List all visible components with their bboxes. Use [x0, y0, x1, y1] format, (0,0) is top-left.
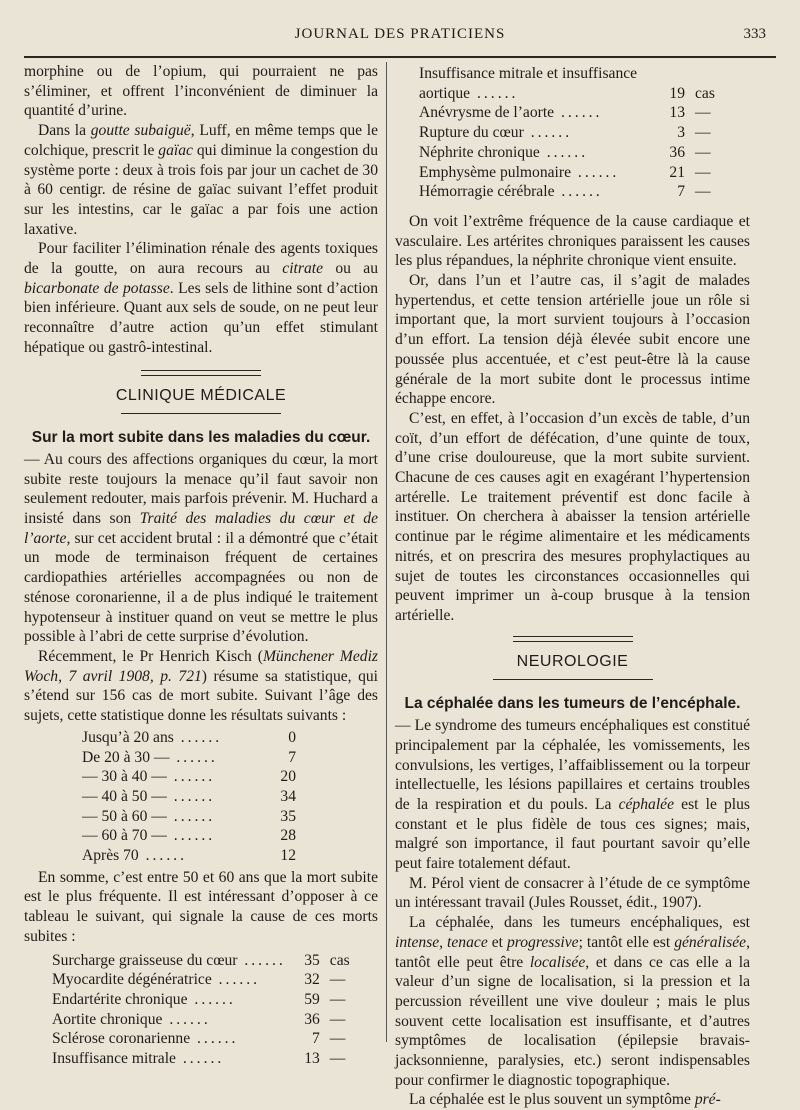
row-value: 36: [304, 1010, 320, 1028]
row-value: [651, 64, 685, 84]
row-label: [52, 1010, 286, 1030]
leader-dots: ......: [187, 990, 236, 1008]
leader-dots: ......: [169, 748, 218, 766]
column-divider: [386, 62, 387, 1042]
row-label: [419, 123, 651, 143]
page-header: [24, 26, 776, 52]
paragraph: Récemment, le Pr Henrich Kisch (Münchener Mediz Woch, 7 avril 1908, p. 721) résume sa statistique, qui s’étend sur 156 cas de mort subite. Suivant l’âge des sujets, cette statistique donne les résultats suivants :: [24, 647, 378, 725]
table-row: [52, 970, 350, 990]
table-row: [419, 163, 715, 183]
paragraph: — Le syndrome des tumeurs encéphaliques est constitué principalement par la céphalée, les vomissements, les convulsions, les vertiges, l’affaiblissement ou la torpeur intellectuelle, les lésions papillaires et certains troubles de la respiration et du pouls. La céphalée est le plus constant et le plus fidèle de tous ces signes; mais, malgré son importance, il faut pourtant savoir qu’elle peut faire totalement défaut.: [395, 717, 750, 873]
row-label: [82, 807, 262, 827]
section-underline: [493, 679, 653, 680]
row-unit: —: [329, 990, 346, 1008]
row-value: 12: [280, 847, 296, 865]
table-row: [52, 1029, 350, 1049]
paragraph: La céphalée, dans les tumeurs encéphaliques, est intense, tenace et progressive; tantôt elle est généralisée, tantôt elle peut être localisée, et dans ce cas elle a la valeur d’un signe de localisation, si la pression et la percussion réveillent une vive douleur ; mais le plus souvent cette localisation est insuffisante, et d’autres symptômes de localisation (épilepsie bravais-jacksonnienne, paralysies, etc.) seront indispensables pour confirmer le diagnostic topographique.: [395, 914, 750, 1089]
paragraph: En somme, c’est entre 50 et 60 ans que la mort subite est le plus fréquente. Il est intéressant d’opposer à ce tableau le suivant, qui signale la cause de ces morts subites :: [24, 868, 378, 945]
row-label-text: Sclérose coronarienne: [52, 1030, 191, 1048]
article-title: Sur la mort subite dans les maladies du cœur.: [31, 429, 371, 447]
section-divider: [141, 370, 261, 376]
paragraph: On voit l’extrême fréquence de la cause cardiaque et vasculaire. Les artérites chroniques paraissent les causes les plus répandues, la néphrite chronique vient ensuite.: [395, 212, 750, 270]
row-label: [82, 787, 262, 807]
row-unit: —: [695, 104, 711, 122]
journal-title: JOURNAL DES PRATICIENS: [294, 26, 506, 42]
table-row: [52, 990, 350, 1010]
row-value: 7: [677, 183, 685, 201]
row-label-text: Rupture du cœur: [419, 124, 524, 142]
table-row: [52, 1049, 350, 1069]
leader-dots: ......: [166, 768, 216, 786]
leader-dots: ......: [173, 728, 223, 746]
row-label-text: Insuffisance mitrale et insuffisance: [419, 65, 638, 82]
row-label-text: — 50 à 60 —: [82, 807, 167, 825]
row-unit: —: [695, 143, 711, 161]
row-label: [419, 64, 651, 84]
row-label: [82, 846, 262, 866]
table-row: [419, 84, 715, 104]
row-label: [52, 951, 286, 971]
row-label: [82, 748, 262, 768]
cause-table-continued: [419, 64, 715, 202]
page-number: 333: [743, 26, 766, 42]
row-label-text: — 60 à 70 —: [82, 827, 167, 845]
row-label-text: — 30 à 40 —: [82, 768, 167, 786]
row-label: [52, 1029, 286, 1049]
row-value: 20: [280, 768, 296, 786]
row-label: [52, 1049, 286, 1069]
table-row: [419, 123, 715, 143]
row-label-text: Jusqu’à 20 ans: [82, 728, 174, 746]
leader-dots: ......: [211, 971, 261, 989]
leader-dots: ......: [162, 1010, 211, 1028]
table-row: [52, 1010, 350, 1030]
leader-dots: ......: [166, 787, 216, 805]
row-label: [52, 970, 286, 990]
table-row: [82, 807, 296, 827]
row-label: [419, 163, 651, 183]
row-label-text: Emphysème pulmonaire: [419, 163, 572, 181]
leader-dots: ......: [554, 104, 603, 122]
leader-dots: ......: [539, 143, 589, 161]
table-row: [419, 103, 715, 123]
row-unit: —: [329, 971, 346, 989]
right-column: [395, 62, 750, 1110]
row-unit: —: [695, 163, 711, 181]
age-table: [82, 728, 296, 866]
paragraph: — Au cours des affections organiques du cœur, la mort subite reste toujours la menace qu’il faut savoir non seulement redouter, mais parfois prévenir. M. Huchard a insisté dans son Traité des maladies du cœur et de l’aorte, sur cet accident brutal : il a démontré que c’était un mode de terminaison fréquent de certaines cardiopathies artérielles accompagnées ou non de sténose coronarienne, il a de plus indiqué le traitement hypotenseur à instituer quand on veut se mettre le plus possible à l’abri de cette surprise d’évolution.: [24, 450, 378, 646]
leader-dots: ......: [166, 807, 216, 825]
section-underline: [121, 413, 281, 414]
row-value: 28: [280, 827, 296, 845]
cause-table: [52, 951, 350, 1069]
row-label: [419, 182, 651, 202]
row-label-text: Myocardite dégénératrice: [52, 971, 212, 989]
row-value: 34: [280, 787, 296, 805]
row-value: 21: [669, 163, 685, 181]
leader-dots: ......: [175, 1050, 225, 1068]
row-value: 19: [669, 84, 685, 102]
row-label-text: Insuffisance mitrale: [52, 1050, 176, 1068]
table-row: [52, 951, 350, 971]
row-label-text: Anévrysme de l’aorte: [419, 104, 555, 122]
row-unit: —: [329, 1050, 346, 1068]
paragraph: La céphalée est le plus souvent un symptôme pré-: [409, 1091, 721, 1109]
row-label-text: Endartérite chronique: [52, 990, 188, 1008]
header-rule: [24, 56, 776, 58]
row-unit: cas: [329, 951, 350, 969]
table-row: [82, 767, 296, 787]
table-row: [82, 787, 296, 807]
table-row: [82, 826, 296, 846]
leader-dots: ......: [237, 951, 286, 969]
row-value: 0: [288, 728, 296, 746]
leader-dots: ......: [554, 183, 603, 201]
paragraph: morphine ou de l’opium, qui pourraient ne pas s’éliminer, et offrent l’inconvénient de diminuer la quantité d’urine.: [24, 63, 378, 120]
leader-dots: ......: [523, 124, 573, 142]
row-unit: [685, 64, 715, 84]
article-title: La céphalée dans les tumeurs de l’encéphale.: [404, 695, 741, 713]
row-label: [52, 990, 286, 1010]
left-column: [24, 62, 378, 1071]
row-value: 13: [304, 1050, 320, 1068]
section-title: CLINIQUE MÉDICALE: [115, 386, 287, 404]
leader-dots: ......: [470, 84, 519, 102]
section-divider: [513, 636, 633, 642]
row-value: 35: [304, 951, 320, 969]
row-label: [419, 84, 651, 104]
row-unit: —: [695, 124, 711, 142]
row-label-text: — 40 à 50 —: [82, 787, 167, 805]
paragraph: M. Pérol vient de consacrer à l’étude de ce symptôme un intéressant travail (Jules Rousset, édit., 1907).: [395, 874, 750, 912]
paragraph: Pour faciliter l’élimination rénale des agents toxiques de la goutte, on aura recours au citrate ou au bicarbonate de potasse. Les sels de lithine sont d’action bien inférieure. Quant aux sels de soude, on ne peut leur reconnaître d’autre action qu’un effet stimulant hépatique ou gastrô-intestinal.: [24, 240, 379, 356]
table-row: [419, 143, 715, 163]
table-row: [82, 846, 296, 866]
paragraph: C’est, en effet, à l’occasion d’un excès de table, d’un coït, d’un effort de défécation, d’une quinte de toux, d’une crise douloureuse, que la mort subite survient. Chacune de ces causes agit en exagérant l’hypertension artérelle. Le traitement préventif est donc facile à instituer. On cherchera à abaisser la tension artérielle continue par le régime alimentaire et les médicaments nitrés, et on prescrira des mesures prophylactiques au sujet de toutes les circonstances occasionnelles qui peuvent imprimer un à-coup brusque à la tension artérielle.: [395, 409, 750, 624]
leader-dots: ......: [166, 827, 216, 845]
row-label-text: Néphrite chronique: [419, 143, 540, 161]
row-value: 3: [677, 124, 685, 142]
paragraph: Or, dans l’un et l’autre cas, il s’agit de malades hypertendus, et cette tension artérielle joue un rôle si important que, la mort survient toujours à l’occasion d’un effort. La tension déjà élevée subit encore une poussée plus accentuée, et c’est peut-être là la cause générale de la mort subite dont le processus intime échappe encore.: [395, 272, 750, 408]
row-label: [82, 767, 262, 787]
row-value: 36: [669, 143, 685, 161]
leader-dots: ......: [138, 847, 188, 865]
section-title: NEUROLOGIE: [516, 652, 629, 670]
row-label-text: Surcharge graisseuse du cœur: [52, 951, 238, 969]
table-row: [82, 728, 296, 748]
row-label-text: Hémorragie cérébrale: [419, 183, 555, 201]
row-label: [82, 728, 262, 748]
row-value: 59: [304, 990, 320, 1008]
leader-dots: ......: [190, 1030, 239, 1048]
row-label: [82, 826, 262, 846]
row-label-text: De 20 à 30 —: [82, 748, 170, 766]
paragraph: Dans la goutte subaiguë, Luff, en même temps que le colchique, prescrit le gaïac qui diminue la congestion du système porte : deux à trois fois par jour un cachet de 30 à 60 centigr. de résine de gaïac suivant l’effet produit sur les intestins, car le gaïac a par fois une action laxative.: [24, 122, 379, 238]
row-unit: —: [329, 1010, 346, 1028]
row-unit: —: [329, 1030, 346, 1048]
row-value: 35: [280, 807, 296, 825]
row-label-text: Après 70: [82, 847, 139, 865]
row-label: [419, 103, 651, 123]
row-label-text: Aortite chronique: [52, 1010, 163, 1028]
row-unit: cas: [695, 84, 715, 102]
row-value: 7: [288, 748, 296, 766]
row-value: 32: [304, 971, 320, 989]
row-label: [419, 143, 651, 163]
row-label-text: aortique: [419, 84, 471, 102]
row-value: 7: [311, 1030, 320, 1048]
table-row: [419, 182, 715, 202]
row-unit: —: [695, 183, 711, 201]
table-row: [82, 748, 296, 768]
table-row: [419, 64, 715, 84]
row-value: 13: [669, 104, 685, 122]
leader-dots: ......: [571, 163, 620, 181]
